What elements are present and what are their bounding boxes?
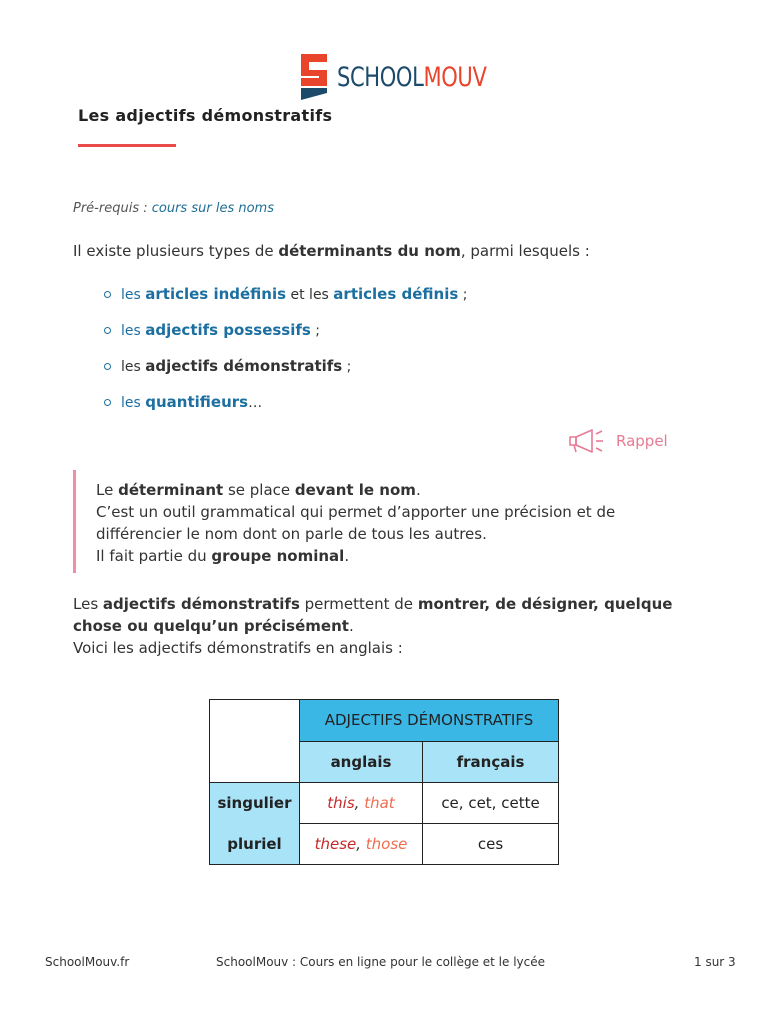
rappel-label [568,428,668,454]
list-item: les quantifieurs… [104,390,467,426]
prereq-label: Pré-requis : [73,201,148,216]
list-item: les articles indéfinis et les articles définis ; [104,282,467,318]
footer-site: SchoolMouv.fr [45,955,130,969]
list-item: les adjectifs démonstratifs ; [104,354,467,390]
prereq-link[interactable]: cours sur les noms [151,201,274,216]
table-corner [210,700,300,783]
title-underline [78,144,176,147]
demonstrative-paragraph: Les adjectifs démonstratifs permettent de montrer, de désigner, quelque chose ou quelqu’un précisément. Voici les adjectifs démonstratifs en anglais : [73,595,673,657]
table-header: ADJECTIFS DÉMONSTRATIFS [300,700,559,742]
prerequisites [73,201,274,216]
english-singular: this, that [300,783,423,824]
french-singular: ce, cet, cette [423,783,559,824]
table-row [210,783,559,824]
intro-paragraph: Il existe plusieurs types de déterminants du nom, parmi lesquels : [73,242,590,260]
page-title: Les adjectifs démonstratifs [78,106,333,125]
megaphone-icon [568,428,606,454]
demonstratives-table [209,699,559,865]
row-label-plural: pluriel [210,824,300,865]
footer-page-number: 1 sur 3 [694,955,736,969]
list-item: les adjectifs possessifs ; [104,318,467,354]
column-header-english: anglais [300,741,423,783]
schoolmouv-s-icon [297,52,331,102]
french-plural: ces [423,824,559,865]
rappel-text: Rappel [616,432,668,450]
column-header-french: français [423,741,559,783]
brand-name: SCHOOLMOUV [337,61,487,93]
determiner-list [104,282,467,426]
table-row [210,824,559,865]
row-label-singular: singulier [210,783,300,824]
schoolmouv-logo [297,52,529,102]
rappel-callout: Le déterminant se place devant le nom. C’est un outil grammatical qui permet d’apporter une précision et de différencier le nom dont on parle de tous les autres. Il fait partie du groupe nominal. [73,470,686,573]
footer-tagline: SchoolMouv : Cours en ligne pour le collège et le lycée [216,955,546,969]
english-plural: these, those [300,824,423,865]
